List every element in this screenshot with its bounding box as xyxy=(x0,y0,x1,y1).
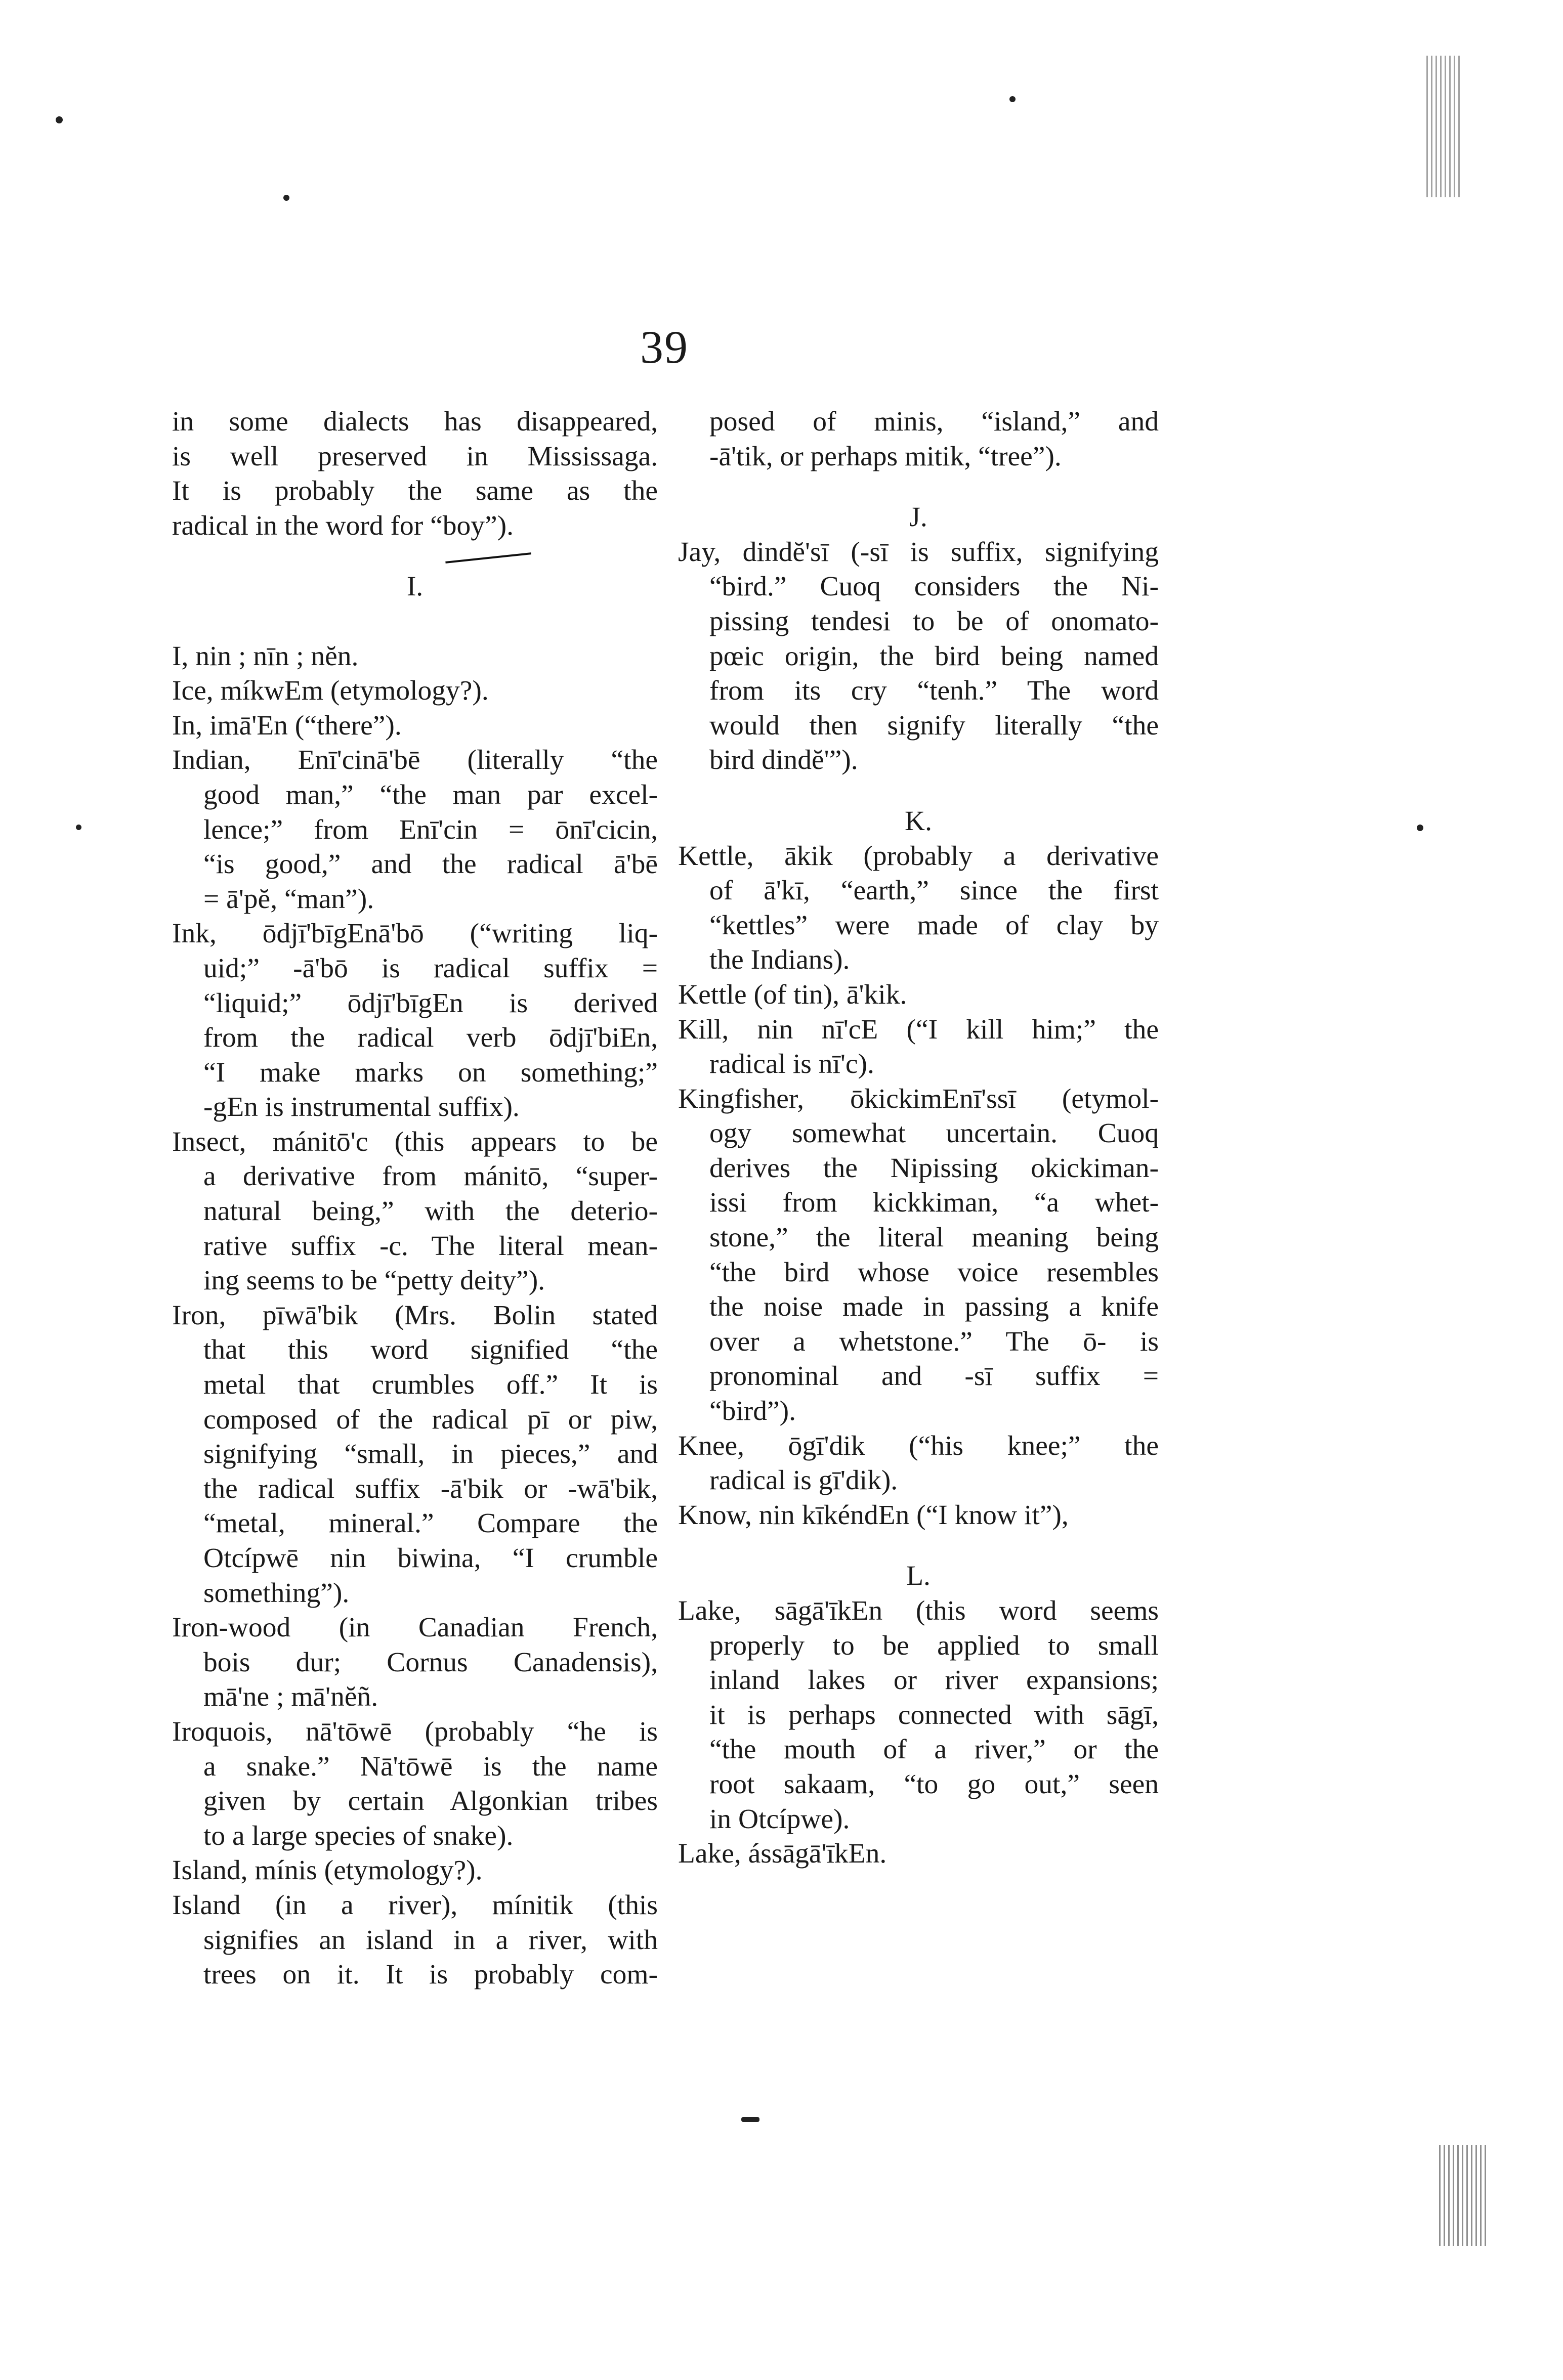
text-line: pronominal and -sī suffix = xyxy=(709,1361,1159,1392)
text-line: In, imā'En (“there”). xyxy=(172,710,402,741)
scan-noise-bottom xyxy=(1439,2145,1487,2246)
text-line: -gEn is instrumental suffix). xyxy=(203,1092,520,1123)
text-line: signifies an island in a river, with xyxy=(203,1924,658,1956)
text-line: “the bird whose voice resembles xyxy=(709,1257,1159,1288)
text-line: uid;” -ā'bō is radical suffix = xyxy=(203,953,658,984)
text-line: signifying “small, in pieces,” and xyxy=(203,1439,658,1470)
text-line: composed of the radical pī or piw, xyxy=(203,1404,658,1435)
text-line: “the mouth of a river,” or the xyxy=(709,1734,1159,1765)
text-line: is well preserved in Mississaga. xyxy=(172,441,658,472)
text-line: the noise made in passing a knife xyxy=(709,1291,1159,1323)
text-line: trees on it. It is probably com- xyxy=(203,1959,658,1990)
text-line: I, nin ; nīn ; nĕn. xyxy=(172,640,359,672)
section-heading: I. xyxy=(406,571,424,602)
speck xyxy=(1009,96,1016,102)
speck xyxy=(283,195,289,201)
text-line: Kettle (of tin), ā'kik. xyxy=(678,979,907,1010)
text-line: Kettle, ākik (probably a derivative xyxy=(678,840,1159,872)
text-line: the radical suffix -ā'bik or -wā'bik, xyxy=(203,1473,658,1504)
text-line: Island (in a river), mínitik (this xyxy=(172,1889,658,1921)
text-line: Iron, pīwā'bik (Mrs. Bolin stated xyxy=(172,1300,658,1331)
text-line: derives the Nipissing okickiman- xyxy=(709,1152,1159,1184)
text-line: properly to be applied to small xyxy=(709,1630,1159,1661)
text-line: issi from kickkiman, “a whet- xyxy=(709,1187,1159,1219)
text-line: rative suffix -c. The literal mean- xyxy=(203,1230,658,1262)
text-line: bird dindĕ'”). xyxy=(709,745,858,776)
text-line: posed of minis, “island,” and xyxy=(709,406,1159,437)
text-line: Ink, ōdjī'bīgEnā'bō (“writing liq- xyxy=(172,918,658,949)
text-line: “I make marks on something;” xyxy=(203,1057,658,1088)
page-number: 39 xyxy=(640,321,689,373)
text-line: it is perhaps connected with sāgī, xyxy=(709,1699,1159,1730)
right-column xyxy=(678,405,1159,1872)
text-line: “bird”). xyxy=(709,1396,796,1427)
text-line: bois dur; Cornus Canadensis), xyxy=(203,1647,658,1678)
text-line: good man,” “the man par excel- xyxy=(203,779,658,810)
speck xyxy=(76,825,81,830)
text-line: to a large species of snake). xyxy=(203,1820,514,1851)
text-line: ogy somewhat uncertain. Cuoq xyxy=(709,1118,1159,1149)
left-column xyxy=(172,405,658,1993)
text-line: Kill, nin nī'cE (“I kill him;” the xyxy=(678,1014,1159,1045)
text-line: from the radical verb ōdjī'biEn, xyxy=(203,1022,658,1054)
text-line: mā'ne ; mā'nĕñ. xyxy=(203,1681,378,1713)
text-line: “liquid;” ōdjī'bīgEn is derived xyxy=(203,987,658,1019)
text-line: Know, nin kīkéndEn (“I know it”), xyxy=(678,1499,1069,1531)
text-line: from its cry “tenh.” The word xyxy=(709,675,1159,707)
text-line: It is probably the same as the xyxy=(172,475,658,507)
scan-noise-top xyxy=(1426,56,1462,197)
text-line: a snake.” Nā'tōwē is the name xyxy=(203,1751,658,1782)
text-line: “metal, mineral.” Compare the xyxy=(203,1508,658,1539)
text-line: metal that crumbles off.” It is xyxy=(203,1369,658,1401)
speck xyxy=(1417,825,1423,831)
text-line: pissing tendesi to be of onomato- xyxy=(709,605,1159,637)
text-line: radical in the word for “boy”). xyxy=(172,510,514,541)
speck xyxy=(741,2117,759,2122)
text-line: Otcípwē nin biwina, “I crumble xyxy=(203,1543,658,1574)
text-line: would then signify literally “the xyxy=(709,710,1159,741)
blank-line xyxy=(172,604,658,639)
section-heading: K. xyxy=(905,805,932,837)
speck xyxy=(56,116,63,123)
text-line: over a whetstone.” The ō- is xyxy=(709,1326,1159,1357)
text-line: lence;” from Enī'cin = ōnī'cicin, xyxy=(203,814,658,845)
text-line: radical is gī'dik). xyxy=(709,1465,898,1496)
text-line: Kingfisher, ōkickimEnī'ssī (etymol- xyxy=(678,1083,1159,1114)
text-line: Lake, sāgā'īkEn (this word seems xyxy=(678,1595,1159,1626)
text-line: “bird.” Cuoq considers the Ni- xyxy=(709,571,1159,602)
text-line: stone,” the literal meaning being xyxy=(709,1222,1159,1253)
text-line: Indian, Enī'cinā'bē (literally “the xyxy=(172,745,658,776)
text-line: the Indians). xyxy=(709,944,850,976)
text-line: Insect, mánitō'c (this appears to be xyxy=(172,1126,658,1157)
text-line: Iron-wood (in Canadian French, xyxy=(172,1612,658,1643)
text-line: given by certain Algonkian tribes xyxy=(203,1786,658,1817)
text-line: Ice, míkwEm (etymology?). xyxy=(172,675,489,707)
text-line: in some dialects has disappeared, xyxy=(172,406,658,437)
text-line: radical is nī'c). xyxy=(709,1049,874,1080)
text-line: Island, mínis (etymology?). xyxy=(172,1855,483,1886)
text-line: Iroquois, nā'tōwē (probably “he is xyxy=(172,1716,658,1747)
text-line: natural being,” with the deterio- xyxy=(203,1196,658,1227)
text-line: -ā'tik, or perhaps mitik, “tree”). xyxy=(709,441,1062,472)
text-line: a derivative from mánitō, “super- xyxy=(203,1161,658,1192)
section-heading: L. xyxy=(906,1561,931,1592)
text-line: “kettles” were made of clay by xyxy=(709,910,1159,941)
text-line: root sakaam, “to go out,” seen xyxy=(709,1768,1159,1800)
text-line: in Otcípwe). xyxy=(709,1803,850,1835)
text-line: “is good,” and the radical ā'bē xyxy=(203,849,658,880)
text-line: something”). xyxy=(203,1577,350,1609)
text-line: Knee, ōgī'dik (“his knee;” the xyxy=(678,1430,1159,1461)
section-heading: J. xyxy=(909,502,927,533)
text-line: = ā'pĕ, “man”). xyxy=(203,883,374,915)
text-line: of ā'kī, “earth,” since the first xyxy=(709,875,1159,906)
text-line: that this word signified “the xyxy=(203,1334,658,1366)
text-line: pœic origin, the bird being named xyxy=(709,640,1159,672)
text-line: Jay, dindĕ'sī (-sī is suffix, signifying xyxy=(678,536,1159,568)
text-line: Lake, ássāgā'īkEn. xyxy=(678,1838,887,1870)
text-line: inland lakes or river expansions; xyxy=(709,1665,1159,1696)
text-line: ing seems to be “petty deity”). xyxy=(203,1265,545,1296)
